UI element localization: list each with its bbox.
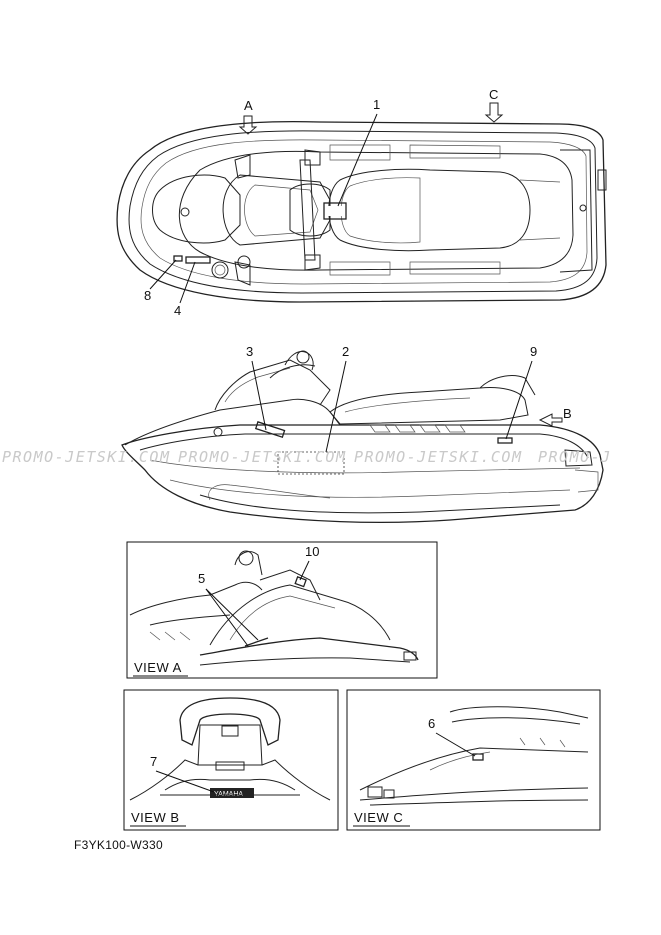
- callout-7: 7: [150, 754, 158, 769]
- arrow-a-label: A: [244, 98, 253, 113]
- view-c-title: VIEW C: [354, 810, 404, 825]
- view-a-drawing: [130, 551, 418, 665]
- callout-10: 10: [305, 544, 320, 559]
- view-a-title: VIEW A: [134, 660, 182, 675]
- callout-1: 1: [373, 97, 381, 112]
- side-view-jetski: [122, 351, 603, 522]
- watermark-3: PROMO-JETSKI.COM: [354, 448, 523, 466]
- callout-9: 9: [530, 344, 538, 359]
- watermark-4: PROMO-J: [538, 448, 612, 466]
- view-b-drawing: [130, 698, 330, 800]
- callout-3: 3: [246, 344, 254, 359]
- view-b-title: VIEW B: [131, 810, 180, 825]
- arrow-b-label: B: [563, 406, 572, 421]
- callout-5: 5: [198, 571, 206, 586]
- callout-6: 6: [428, 716, 436, 731]
- reference-code: F3YK100-W330: [74, 838, 163, 852]
- view-a-frame: [127, 542, 437, 678]
- watermark-1: PROMO-JETSKI.COM: [2, 448, 171, 466]
- top-view-jetski: [117, 103, 606, 302]
- arrow-c-label: C: [489, 87, 499, 102]
- watermark-2: PROMO-JETSKI.COM: [178, 448, 347, 466]
- yamaha-decal: YAMAHA: [214, 791, 244, 798]
- callout-2: 2: [342, 344, 350, 359]
- callout-4: 4: [174, 303, 182, 318]
- callout-8: 8: [144, 288, 152, 303]
